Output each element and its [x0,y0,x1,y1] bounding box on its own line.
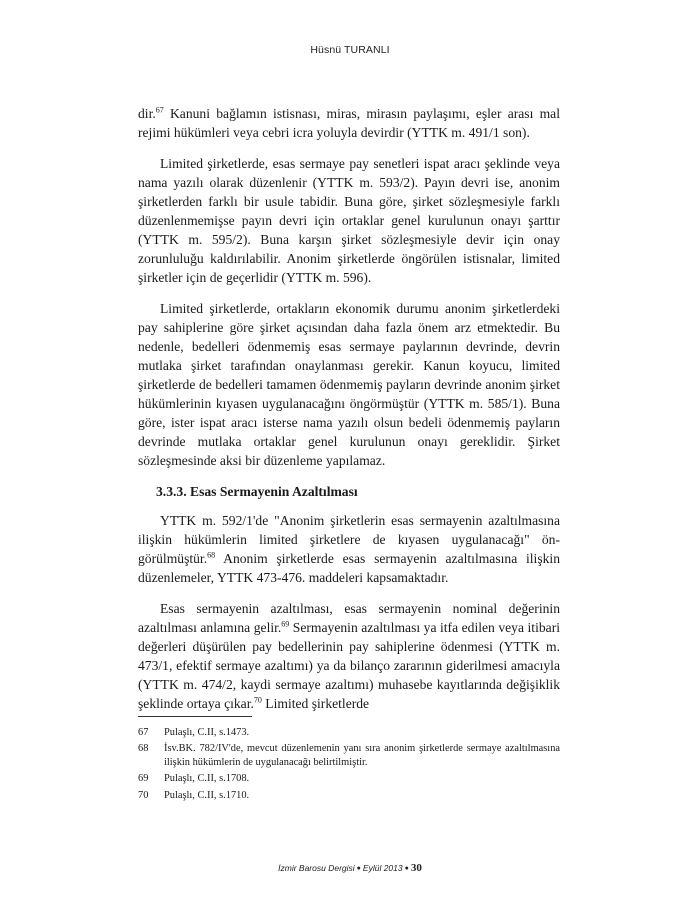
paragraph [138,599,560,713]
separator-bullet: ● [356,865,361,872]
footnote [138,772,560,785]
paragraph-text: dir. [138,106,156,121]
running-header-author: Hüsnü TURANLI [310,44,390,56]
footnote-ref-70[interactable]: 70 [253,695,262,705]
paragraph-text: Anonim şirketlerde esas sermayenin azaltılmasına ilişkin düzenlemeler, YTTK 473-476. maddeleri kapsamaktadır. [138,551,560,585]
paragraph-continuation [138,104,560,142]
footnote [138,789,560,802]
paragraph-text: Kanuni bağlamın istisnası, miras, mirasın paylaşımı, eşler arası mal rejimi hükümleri veya cebri icra yoluyla devirdir (YTTK m. 491/1 son). [138,106,560,140]
footnote-divider [138,716,252,717]
footnotes [138,726,560,805]
section-number: 3.3.3. [156,484,187,499]
footnote-text: Pulaşlı, C.II, s.1708. [164,773,250,785]
footnote-number: 67 [138,727,149,738]
footnote [138,726,560,739]
paragraph: Limited şirketlerde, ortakların ekonomik durumu anonim şirketlerdeki pay sahiplerine göre şirket açısından daha fazla önem arz etmektedir. Bu nedenle, bedelleri ödenmemiş esas sermaye paylarının devrinde, devrin mutlaka şirket tarafından onaylanması gerekir. Kanun koyucu, limited şirketlerde de bedelleri tamamen ödenmemiş payların devrinde anonim şirket hükümlerinin kıyasen uygulanacağını öngörmüştür (YTTK m. 585/1). Buna göre, ister ispat aracı isterse nama yazılı olsun bedeli ödenmemiş payların devrinde mutlaka ortaklar genel kurulunun onayı gereklidir. Şirket sözleşmesinde aksi bir düzenleme yapılamaz. [138,301,560,468]
paragraph-text: Limited şirketlerde [261,696,370,711]
paragraph-text: Esas sermayenin azaltılması, esas sermayenin nominal değerinin azaltılması anlamına gelir. [138,601,560,635]
page-number: 30 [410,862,422,874]
footnote-text: İsv.BK. 782/IV'de, mevcut düzenlemenin yanı sıra anonim şirketlerde sermaye azaltılmasına ilişkin hükümlerin de uygulanacağı belirtilmiştir. [164,743,560,768]
footnote-number: 70 [138,789,149,801]
footnote-ref-69[interactable]: 69 [281,619,290,629]
footnote-text: Pulaşlı, C.II, s.1473. [164,727,250,738]
section-heading [156,482,560,501]
paragraph-text: YTTK m. 592/1'de "Anonim şirketlerin esas sermayenin azaltılmasına ilişkin hükümlerin limited şirketlere de kıyasen uygulanacağı" öngörülmüştür. [138,513,560,566]
footnote-number: 68 [138,743,149,755]
separator-bullet: ● [404,865,409,872]
issue-date: Eylül 2013 [362,863,403,873]
main-text [138,104,560,725]
footnote-number: 69 [138,773,149,785]
paragraph: Limited şirketlerde, esas sermaye pay senetleri ispat aracı şeklinde veya nama yazılı olarak düzenlenir (YTTK m. 593/2). Payın devri ise, anonim şirketlerden farklı bir usule tabidir. Buna göre, şirket sözleşmesiyle farklı düzenlenmemişse payın devri için ortaklar genel kurulunun onayı şarttır (YTTK m. 595/2). Buna karşın şirket sözleşmesiyle devir için onay zorunluluğu kaldırılabilir. Anonim şirketlerde öngörülen istisnalar, limited şirketler için de geçerlidir (YTTK m. 596). [138,156,560,285]
footnote-text: Pulaşlı, C.II, s.1710. [164,789,250,801]
footnote-ref-67[interactable]: 67 [155,105,164,115]
running-footer [0,862,700,874]
section-title: Esas Sermayenin Azaltılması [190,484,358,499]
paragraph [138,511,560,587]
footnote [138,742,560,769]
paragraph-text: Sermayenin azaltılması ya itfa edilen veya itibari değerleri düşürülen pay bedellerinin pay sahiplerine ödenmesi (YTTK m. 473/1, efektif sermaye azaltımı) ya da bilanço zararının giderilmesi amacıyla (YTTK m. 474/2, kaydi sermaye azaltımı) muhasebe kayıtlarında değişiklik şeklinde ortaya çıkar. [138,620,560,711]
journal-name: İzmir Barosu Dergisi [278,863,355,873]
footnote-ref-68[interactable]: 68 [207,550,216,560]
